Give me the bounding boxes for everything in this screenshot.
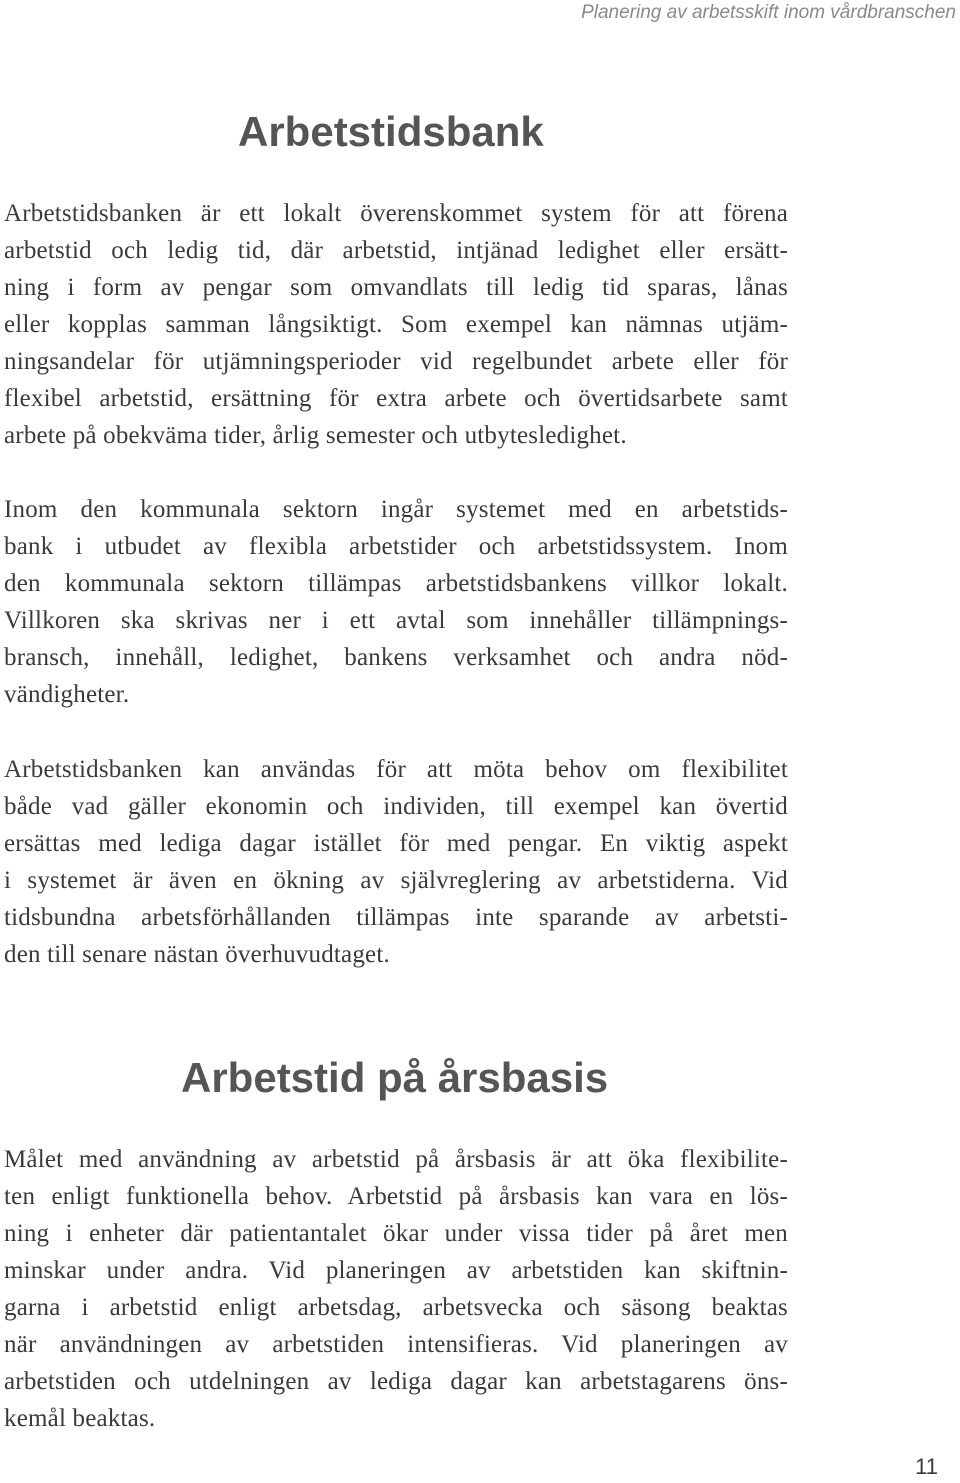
text-line: minskar under andra. Vid planeringen av arbetstiden kan skiftnin- [4, 1257, 788, 1284]
text-line: den kommunala sektorn tillämpas arbetstidsbankens villkor lokalt. [4, 570, 788, 597]
text-line: ningsandelar för utjämningsperioder vid regelbundet arbete eller för [4, 348, 788, 375]
text-line: i systemet är även en ökning av självreglering av arbetstiderna. Vid [4, 867, 788, 894]
text-line: Villkoren ska skrivas ner i ett avtal som innehåller tillämpnings- [4, 607, 788, 634]
text-line: Arbetstidsbanken kan användas för att möta behov om flexibilitet [4, 756, 788, 783]
text-line: bank i utbudet av flexibla arbetstider och arbetstidssystem. Inom [4, 533, 788, 560]
text-line: ning i form av pengar som omvandlats till ledig tid sparas, lånas [4, 274, 788, 301]
text-line: ning i enheter där patientantalet ökar under vissa tider på året men [4, 1220, 788, 1247]
text-line: garna i arbetstid enligt arbetsdag, arbetsvecka och säsong beaktas [4, 1294, 788, 1321]
text-line: ersättas med lediga dagar istället för med pengar. En viktig aspekt [4, 830, 788, 857]
text-line: den till senare nästan överhuvudtaget. [4, 941, 390, 968]
text-line: kemål beaktas. [4, 1405, 156, 1432]
text-line: Inom den kommunala sektorn ingår systemet med en arbetstids- [4, 496, 788, 523]
text-line: tidsbundna arbetsförhållanden tillämpas inte sparande av arbetsti- [4, 904, 788, 931]
section-title-arbetstid-pa-arsbasis: Arbetstid på årsbasis [181, 1054, 609, 1101]
text-line: eller kopplas samman långsiktigt. Som exempel kan nämnas utjäm- [4, 311, 788, 338]
text-line: arbete på obekväma tider, årlig semester och utbytesledighet. [4, 422, 627, 449]
text-line: Målet med användning av arbetstid på årsbasis är att öka flexibilite- [4, 1146, 788, 1173]
text-line: arbetstiden och utdelningen av lediga dagar kan arbetstagarens öns- [4, 1368, 788, 1395]
text-line: flexibel arbetstid, ersättning för extra arbete och övertidsarbete samt [4, 385, 788, 412]
text-line: Arbetstidsbanken är ett lokalt överenskommet system för att förena [4, 200, 788, 227]
text-line: bransch, innehåll, ledighet, bankens verksamhet och andra nöd- [4, 644, 788, 671]
text-line: ten enligt funktionella behov. Arbetstid på årsbasis kan vara en lös- [4, 1183, 788, 1210]
text-line: både vad gäller ekonomin och individen, till exempel kan övertid [4, 793, 788, 820]
text-line: vändigheter. [4, 681, 130, 708]
section-title-arbetstidsbank: Arbetstidsbank [238, 108, 544, 155]
page-number: 11 [915, 1454, 938, 1479]
text-line: arbetstid och ledig tid, där arbetstid, intjänad ledighet eller ersätt- [4, 237, 788, 264]
text-line: när användningen av arbetstiden intensifieras. Vid planeringen av [4, 1331, 788, 1358]
running-header: Planering av arbetsskift inom vårdbranschen [581, 2, 956, 23]
